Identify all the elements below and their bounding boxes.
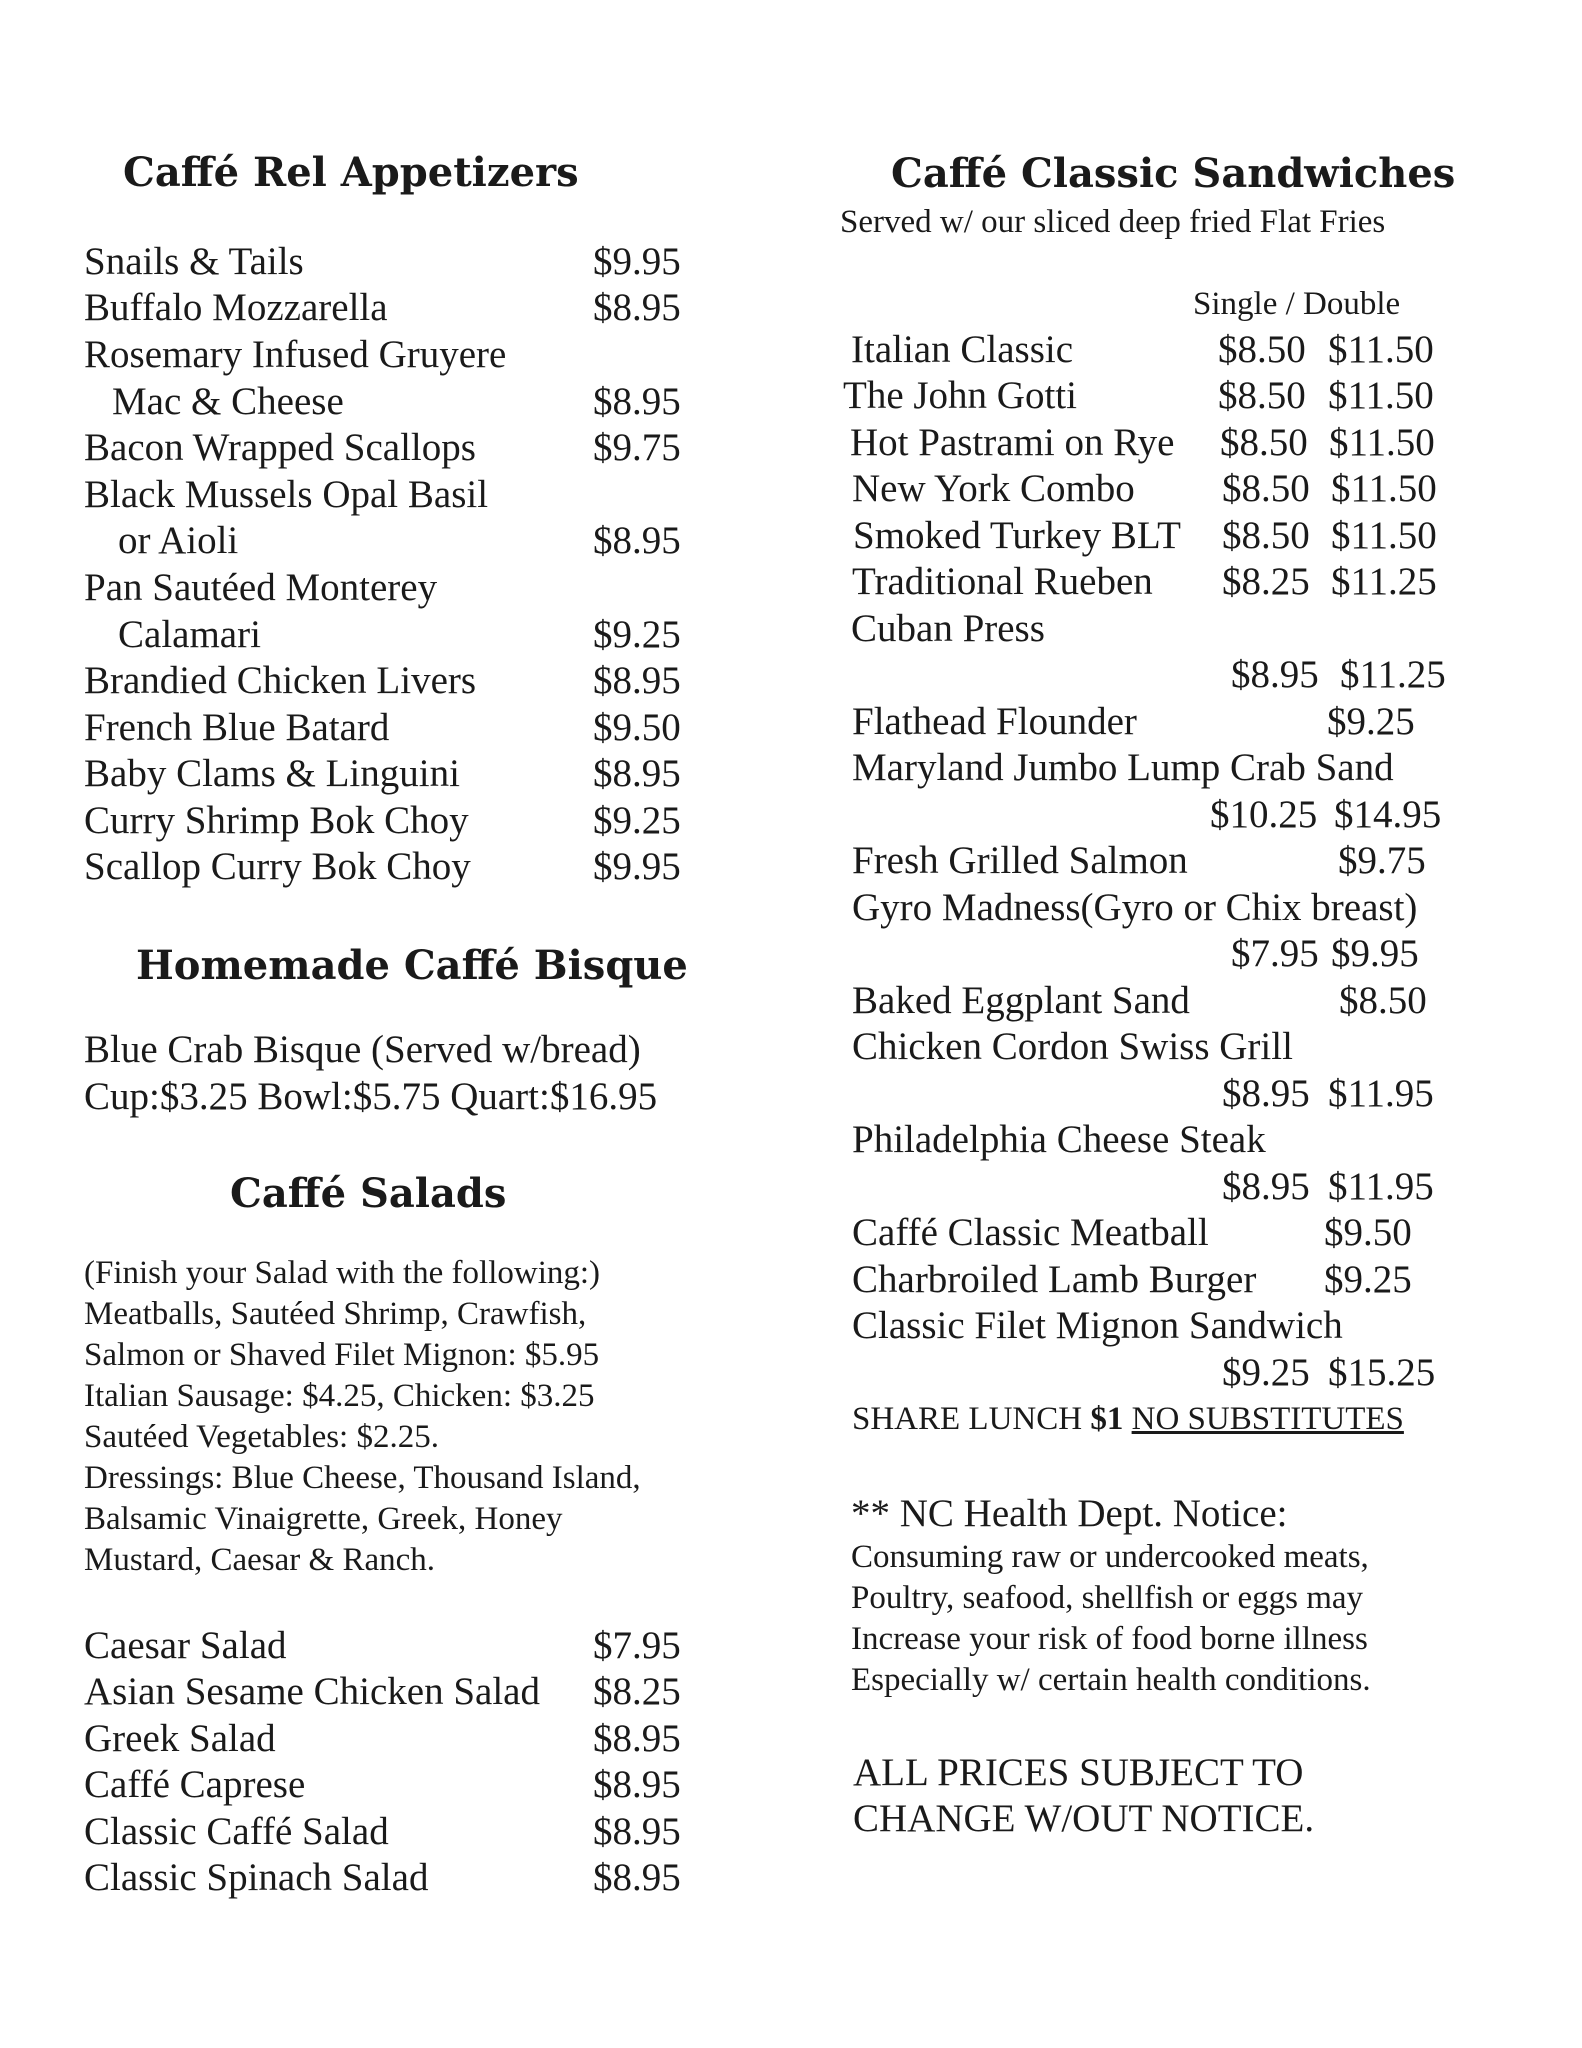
menu-item-name: Charbroiled Lamb Burger: [852, 1258, 1257, 1301]
menu-item-name: Curry Shrimp Bok Choy: [84, 799, 469, 842]
menu-item-name-cont: Calamari: [118, 613, 261, 656]
double-price: $9.95: [1331, 932, 1419, 975]
double-price: $14.95: [1334, 793, 1442, 836]
menu-item-name: Smoked Turkey BLT: [853, 514, 1181, 557]
menu-item-price: $9.25: [593, 799, 681, 842]
single-price: $8.50: [1218, 374, 1306, 417]
menu-item-name: Traditional Rueben: [852, 560, 1153, 603]
menu-item-name: Bacon Wrapped Scallops: [84, 426, 476, 469]
menu-item-name: Caffé Caprese: [84, 1763, 306, 1806]
menu-item-price: $9.95: [593, 240, 681, 283]
bisque-line: Blue Crab Bisque (Served w/bread): [84, 1028, 641, 1071]
double-price: $11.50: [1331, 467, 1437, 510]
notice-line: Consuming raw or undercooked meats,: [851, 1539, 1369, 1575]
menu-item-name: Brandied Chicken Livers: [84, 659, 477, 702]
double-price: $15.25: [1328, 1351, 1436, 1394]
menu-item-name: Asian Sesame Chicken Salad: [84, 1670, 540, 1713]
single-price: $9.25: [1222, 1351, 1310, 1394]
notice-line: Poultry, seafood, shellfish or eggs may: [851, 1580, 1364, 1616]
double-price: $11.50: [1329, 421, 1435, 464]
menu-item-name: Hot Pastrami on Rye: [850, 421, 1175, 464]
single-price: $8.95: [1222, 1165, 1310, 1208]
double-price: $11.95: [1328, 1165, 1434, 1208]
menu-item-name: The John Gotti: [843, 374, 1077, 417]
menu-item-price: $8.95: [593, 380, 681, 423]
double-price: $11.50: [1331, 514, 1437, 557]
single-price: $8.95: [1231, 653, 1319, 696]
salad-note: Dressings: Blue Cheese, Thousand Island,: [84, 1460, 641, 1496]
prices-notice-line: CHANGE W/OUT NOTICE.: [853, 1797, 1315, 1840]
menu-item-price: $8.95: [593, 1810, 681, 1853]
menu-item-price: $9.95: [593, 845, 681, 888]
double-price: $11.50: [1328, 374, 1434, 417]
single-price: $8.50: [1218, 328, 1306, 371]
share-lunch-price: $1: [1090, 1401, 1124, 1437]
menu-item-name: Classic Caffé Salad: [84, 1810, 389, 1853]
menu-item-name: Fresh Grilled Salmon: [852, 839, 1188, 882]
menu-item-name: New York Combo: [852, 467, 1135, 510]
menu-item-name: Caesar Salad: [84, 1624, 287, 1667]
menu-item-price: $9.25: [1324, 1258, 1412, 1301]
menu-item-name: Greek Salad: [84, 1717, 276, 1760]
salad-note: Meatballs, Sautéed Shrimp, Crawfish,: [84, 1296, 587, 1332]
menu-item-name: Rosemary Infused Gruyere: [84, 333, 507, 376]
menu-item-name: Snails & Tails: [84, 240, 304, 283]
salads-title: Caffé Salads: [230, 1170, 507, 1217]
sandwiches-title: Caffé Classic Sandwiches: [891, 150, 1456, 197]
menu-item-name: Baked Eggplant Sand: [852, 979, 1190, 1022]
menu-item-name: Flathead Flounder: [852, 700, 1137, 743]
menu-item-name: French Blue Batard: [84, 706, 390, 749]
menu-item-price: $9.75: [1338, 839, 1426, 882]
salad-note: Mustard, Caesar & Ranch.: [84, 1542, 435, 1578]
menu-item-name: Gyro Madness(Gyro or Chix breast): [852, 886, 1418, 929]
menu-item-name: Maryland Jumbo Lump Crab Sand: [852, 746, 1394, 789]
menu-item-name: Caffé Classic Meatball: [852, 1211, 1209, 1254]
double-price: $11.25: [1340, 653, 1446, 696]
menu-item-price: $9.50: [593, 706, 681, 749]
salad-note: Sautéed Vegetables: $2.25.: [84, 1419, 439, 1455]
menu-item-price: $8.25: [593, 1670, 681, 1713]
double-price: $11.50: [1328, 328, 1434, 371]
appetizers-title: Caffé Rel Appetizers: [123, 149, 579, 196]
menu-item-price: $8.95: [593, 659, 681, 702]
single-price: $8.25: [1222, 560, 1310, 603]
salad-note: Italian Sausage: $4.25, Chicken: $3.25: [84, 1378, 595, 1414]
menu-item-price: $9.25: [1327, 700, 1415, 743]
single-price: $10.25: [1210, 793, 1318, 836]
notice-title: ** NC Health Dept. Notice:: [851, 1492, 1288, 1535]
menu-item-name: Buffalo Mozzarella: [84, 286, 388, 329]
no-substitutes: NO SUBSTITUTES: [1131, 1401, 1404, 1437]
menu-item-price: $8.95: [593, 1763, 681, 1806]
menu-item-name-cont: or Aioli: [118, 519, 239, 562]
menu-item-name: Cuban Press: [851, 607, 1045, 650]
menu-item-price: $8.95: [593, 752, 681, 795]
salad-note: Salmon or Shaved Filet Mignon: $5.95: [84, 1337, 600, 1373]
bisque-prices: Cup:$3.25 Bowl:$5.75 Quart:$16.95: [84, 1075, 658, 1118]
single-price: $8.95: [1222, 1072, 1310, 1115]
share-lunch-note: [852, 1403, 1404, 1436]
salad-note: (Finish your Salad with the following:): [84, 1255, 601, 1291]
menu-item-price: $8.95: [593, 519, 681, 562]
salad-note: Balsamic Vinaigrette, Greek, Honey: [84, 1501, 563, 1537]
prices-notice-line: ALL PRICES SUBJECT TO: [853, 1751, 1304, 1794]
size-header: Single / Double: [1193, 286, 1401, 322]
menu-item-price: $9.50: [1324, 1211, 1412, 1254]
notice-line: Especially w/ certain health conditions.: [851, 1662, 1371, 1698]
bisque-title: Homemade Caffé Bisque: [136, 942, 688, 989]
menu-item-price: $8.95: [593, 286, 681, 329]
notice-line: Increase your risk of food borne illness: [851, 1621, 1368, 1657]
menu-item-price: $8.50: [1339, 979, 1427, 1022]
menu-item-price: $9.75: [593, 426, 681, 469]
double-price: $11.25: [1331, 560, 1437, 603]
single-price: $8.50: [1222, 514, 1310, 557]
share-lunch-label: SHARE LUNCH: [852, 1401, 1091, 1437]
double-price: $11.95: [1328, 1072, 1434, 1115]
menu-item-name: Classic Spinach Salad: [84, 1856, 429, 1899]
sandwiches-subtitle: Served w/ our sliced deep fried Flat Fries: [840, 204, 1386, 240]
menu-item-name: Scallop Curry Bok Choy: [84, 845, 471, 888]
menu-item-price: $8.95: [593, 1717, 681, 1760]
menu-item-name: Pan Sautéed Monterey: [84, 566, 438, 609]
menu-item-name-cont: Mac & Cheese: [112, 380, 344, 423]
menu-item-name: Baby Clams & Linguini: [84, 752, 460, 795]
menu-item-name: Classic Filet Mignon Sandwich: [852, 1304, 1343, 1347]
menu-item-name: Black Mussels Opal Basil: [84, 473, 489, 516]
menu-item-price: $8.95: [593, 1856, 681, 1899]
menu-item-name: Chicken Cordon Swiss Grill: [852, 1025, 1293, 1068]
menu-item-price: $9.25: [593, 613, 681, 656]
single-price: $8.50: [1220, 421, 1308, 464]
menu-item-name: Italian Classic: [851, 328, 1074, 371]
single-price: $8.50: [1222, 467, 1310, 510]
menu-item-name: Philadelphia Cheese Steak: [852, 1118, 1266, 1161]
single-price: $7.95: [1231, 932, 1319, 975]
menu-item-price: $7.95: [593, 1624, 681, 1667]
